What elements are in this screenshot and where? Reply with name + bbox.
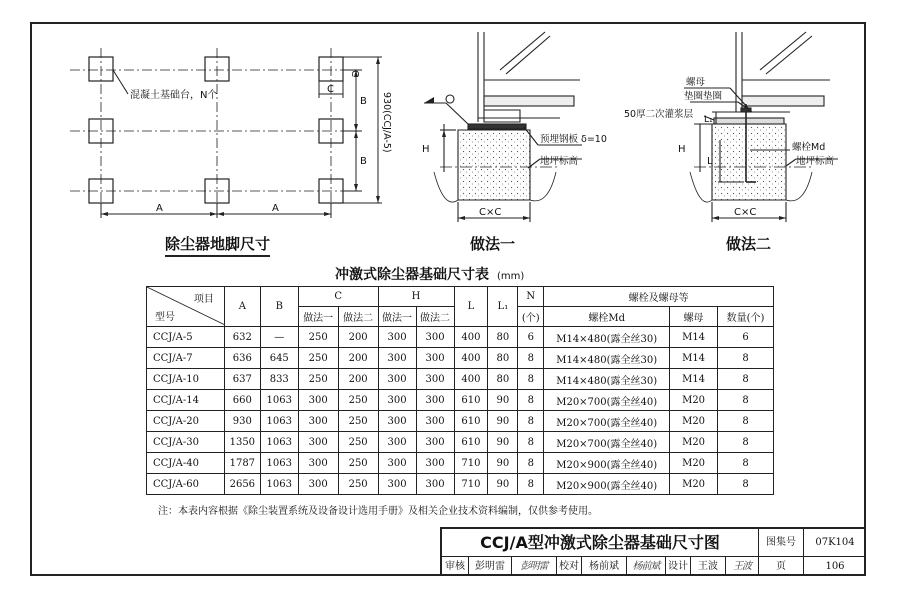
method2-nut-label: 螺母 (686, 77, 706, 88)
header-h: H (378, 287, 454, 307)
cell-c-method2: 200 (338, 327, 378, 348)
cell-a: 2656 (224, 474, 260, 495)
cell-c-method1: 300 (298, 453, 338, 474)
cell-l: 400 (454, 348, 488, 369)
cell-n: 8 (518, 411, 544, 432)
method1-caption: 做法一 (470, 235, 516, 253)
table-row (147, 411, 774, 432)
cell-a: 632 (224, 327, 260, 348)
cell-b: 1063 (260, 411, 298, 432)
header-h-method1: 做法一 (378, 307, 416, 327)
header-item-model (147, 287, 225, 327)
checker-name: 杨前斌 (582, 557, 627, 576)
cell-h-method2: 300 (416, 432, 454, 453)
cell-bolt-md: M20×900(露全丝40) (544, 453, 670, 474)
cell-c-method2: 250 (338, 453, 378, 474)
table-row (147, 348, 774, 369)
table-row (147, 390, 774, 411)
method1-cxc-label: C×C (479, 207, 502, 218)
cell-l1: 80 (488, 348, 518, 369)
cell-c-method2: 200 (338, 348, 378, 369)
cell-l: 610 (454, 432, 488, 453)
cell-b: 1063 (260, 432, 298, 453)
header-h-method2: 做法二 (416, 307, 454, 327)
cell-bolt-md: M14×480(露全丝30) (544, 369, 670, 390)
dim-c-vertical: C (349, 70, 360, 77)
cell-h-method1: 300 (378, 390, 416, 411)
header-item: 项目 (193, 294, 214, 305)
cell-l: 710 (454, 453, 488, 474)
cell-l: 710 (454, 474, 488, 495)
dim-b-lower: B (360, 156, 367, 167)
cell-h-method2: 300 (416, 348, 454, 369)
cell-nut: M20 (670, 390, 718, 411)
reviewer-name: 彭明雷 (469, 557, 512, 576)
cell-qty: 8 (718, 432, 774, 453)
cell-b: 645 (260, 348, 298, 369)
header-c-method1: 做法一 (298, 307, 338, 327)
cell-nut: M20 (670, 411, 718, 432)
cell-b: 1063 (260, 453, 298, 474)
cell-a: 660 (224, 390, 260, 411)
header-l1: L₁ (488, 287, 518, 327)
dim-930-label: 930(CCJ/A-5) (381, 92, 392, 153)
cell-h-method2: 300 (416, 390, 454, 411)
method2-cxc-label: C×C (734, 207, 757, 218)
cell-a: 636 (224, 348, 260, 369)
cell-l: 610 (454, 390, 488, 411)
cell-b: — (260, 327, 298, 348)
cell-a: 930 (224, 411, 260, 432)
method2-caption: 做法二 (726, 235, 772, 253)
cell-model: CCJ/A-30 (147, 432, 225, 453)
cell-l1: 80 (488, 369, 518, 390)
cell-b: 1063 (260, 474, 298, 495)
header-l: L (454, 287, 488, 327)
header-model: 型号 (155, 312, 175, 323)
cell-c-method1: 250 (298, 348, 338, 369)
header-bolts: 螺栓及螺母等 (544, 287, 774, 307)
cell-qty: 6 (718, 327, 774, 348)
cell-qty: 8 (718, 453, 774, 474)
cell-h-method2: 300 (416, 453, 454, 474)
cell-h-method2: 300 (416, 474, 454, 495)
cell-nut: M14 (670, 348, 718, 369)
cell-b: 833 (260, 369, 298, 390)
cell-h-method1: 300 (378, 474, 416, 495)
cell-c-method2: 250 (338, 411, 378, 432)
cell-nut: M14 (670, 369, 718, 390)
method2-l1-label: L₁ (704, 115, 713, 125)
cell-model: CCJ/A-20 (147, 411, 225, 432)
method2-floor-label: 地坪标高 (796, 156, 835, 167)
dim-c-horizontal: C (327, 84, 334, 95)
cell-model: CCJ/A-40 (147, 453, 225, 474)
cell-h-method1: 300 (378, 453, 416, 474)
cell-c-method1: 300 (298, 474, 338, 495)
cell-nut: M20 (670, 432, 718, 453)
cell-l1: 80 (488, 327, 518, 348)
method2-l-label: L (707, 156, 713, 167)
reviewer-signature: 彭明雷 (512, 557, 557, 576)
page-number: 106 (825, 561, 845, 572)
cell-h-method2: 300 (416, 369, 454, 390)
dim-b-upper: B (360, 96, 367, 107)
dim-a-right: A (272, 203, 279, 214)
table-row (147, 474, 774, 495)
cell-model: CCJ/A-14 (147, 390, 225, 411)
cell-bolt-md: M20×700(露全丝40) (544, 432, 670, 453)
cell-l: 400 (454, 327, 488, 348)
table-row (147, 453, 774, 474)
cell-l: 610 (454, 411, 488, 432)
cell-nut: M20 (670, 453, 718, 474)
cell-l: 400 (454, 369, 488, 390)
header-c: C (298, 287, 378, 307)
cell-b: 1063 (260, 390, 298, 411)
dimension-table (146, 286, 774, 495)
cell-n: 8 (518, 453, 544, 474)
header-n-unit: (个) (518, 307, 544, 327)
table-row (147, 327, 774, 348)
table-title (335, 264, 524, 284)
cell-bolt-md: M20×900(露全丝40) (544, 474, 670, 495)
method2-bolt-label: 螺栓Md (792, 142, 826, 153)
cell-c-method2: 250 (338, 474, 378, 495)
cell-bolt-md: M20×700(露全丝40) (544, 411, 670, 432)
cell-qty: 8 (718, 474, 774, 495)
atlas-label: 图集号 (759, 529, 804, 556)
cell-l1: 90 (488, 453, 518, 474)
cell-l1: 90 (488, 474, 518, 495)
cell-c-method1: 250 (298, 327, 338, 348)
cell-h-method1: 300 (378, 369, 416, 390)
header-a: A (224, 287, 260, 327)
cell-n: 6 (518, 327, 544, 348)
cell-c-method2: 250 (338, 390, 378, 411)
table-unit: (mm) (497, 271, 525, 282)
method2-grout-label: 50厚二次灌浆层 (624, 109, 694, 120)
cell-c-method1: 300 (298, 390, 338, 411)
design-label: 设计 (666, 557, 691, 576)
designer-name: 王波 (691, 557, 726, 576)
cell-n: 8 (518, 369, 544, 390)
cell-qty: 8 (718, 369, 774, 390)
cell-nut: M20 (670, 474, 718, 495)
cell-n: 8 (518, 390, 544, 411)
cell-l1: 90 (488, 432, 518, 453)
designer-signature: 王波 (726, 557, 759, 576)
cell-a: 1787 (224, 453, 260, 474)
cell-h-method2: 300 (416, 327, 454, 348)
method2-washer-label: 垫圈垫圈 (684, 91, 723, 102)
dim-a-left: A (156, 203, 163, 214)
cell-c-method2: 250 (338, 432, 378, 453)
table-title-text: 冲激式除尘器基础尺寸表 (335, 267, 489, 283)
table-note: 注：本表内容根据《除尘装置系统及设备设计选用手册》及相关企业技术资料编制，仅供参考使用。 (158, 506, 598, 517)
cell-qty: 8 (718, 348, 774, 369)
review-label: 审核 (442, 557, 469, 576)
plan-caption: 除尘器地脚尺寸 (165, 233, 270, 257)
cell-l1: 90 (488, 390, 518, 411)
header-n: N (518, 287, 544, 307)
cell-qty: 8 (718, 390, 774, 411)
pad-count-label: 混凝土基础台，N个 (130, 90, 218, 101)
cell-nut: M14 (670, 327, 718, 348)
header-b: B (260, 287, 298, 327)
method1-floor-label: 地坪标高 (540, 156, 579, 167)
drawing-title: CCJ/A型冲激式除尘器基础尺寸图 (442, 529, 759, 556)
cell-h-method1: 300 (378, 348, 416, 369)
cell-a: 637 (224, 369, 260, 390)
header-c-method2: 做法二 (338, 307, 378, 327)
cell-model: CCJ/A-7 (147, 348, 225, 369)
method1-h-label: H (422, 144, 430, 155)
cell-bolt-md: M14×480(露全丝30) (544, 327, 670, 348)
cell-c-method1: 300 (298, 411, 338, 432)
cell-c-method1: 250 (298, 369, 338, 390)
cell-l1: 90 (488, 411, 518, 432)
cell-a: 1350 (224, 432, 260, 453)
cell-bolt-md: M20×700(露全丝40) (544, 390, 670, 411)
cell-c-method2: 200 (338, 369, 378, 390)
header-nut: 螺母 (670, 307, 718, 327)
header-qty: 数量(个) (718, 307, 774, 327)
page-label: 页 (759, 557, 804, 576)
cell-model: CCJ/A-10 (147, 369, 225, 390)
cell-h-method1: 300 (378, 432, 416, 453)
cell-h-method1: 300 (378, 327, 416, 348)
cell-n: 8 (518, 348, 544, 369)
method2-section (0, 0, 900, 260)
method1-plate-label: 预埋钢板 δ=10 (540, 134, 607, 145)
header-bolt-md: 螺栓Md (544, 307, 670, 327)
cell-model: CCJ/A-60 (147, 474, 225, 495)
cell-qty: 8 (718, 411, 774, 432)
cell-c-method1: 300 (298, 432, 338, 453)
cell-model: CCJ/A-5 (147, 327, 225, 348)
cell-h-method1: 300 (378, 411, 416, 432)
table-row (147, 369, 774, 390)
cell-n: 8 (518, 474, 544, 495)
checker-signature: 杨前斌 (627, 557, 666, 576)
method2-h-label: H (678, 144, 686, 155)
check-label: 校对 (557, 557, 582, 576)
cell-n: 8 (518, 432, 544, 453)
cell-h-method2: 300 (416, 411, 454, 432)
atlas-number: 07K104 (815, 537, 855, 548)
title-block (440, 527, 866, 576)
table-row (147, 432, 774, 453)
cell-bolt-md: M14×480(露全丝30) (544, 348, 670, 369)
